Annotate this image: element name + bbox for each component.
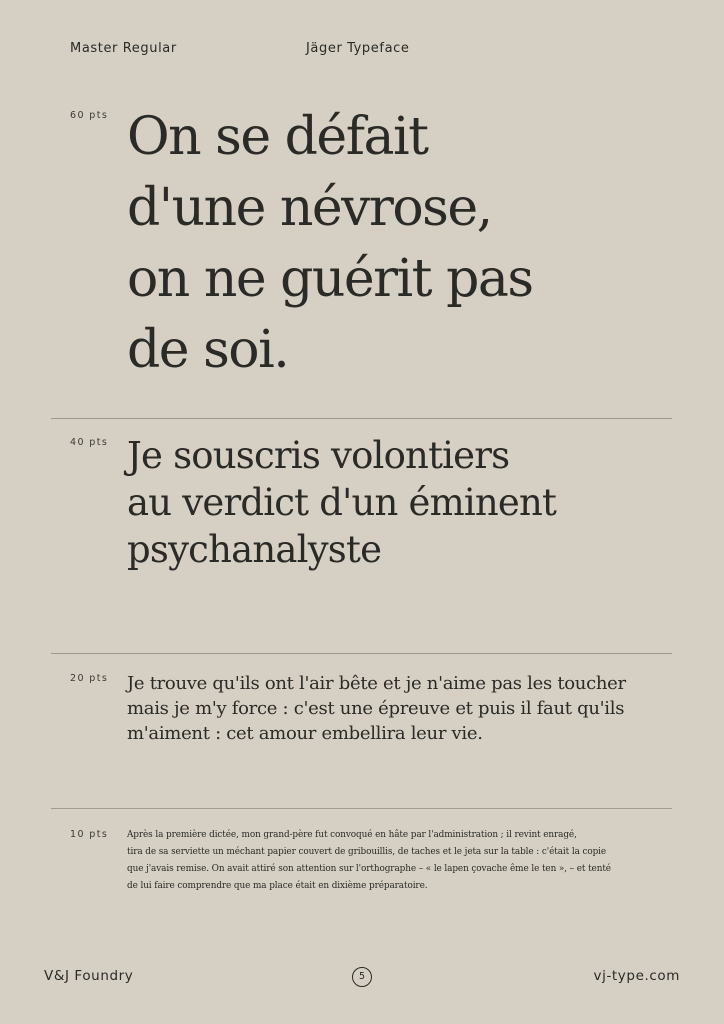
specimen-line: Je souscris volontiers bbox=[127, 434, 510, 477]
section-divider bbox=[51, 418, 672, 419]
section-divider bbox=[51, 808, 672, 809]
size-label-60: 60 pts bbox=[70, 110, 109, 121]
specimen-line: de lui faire comprendre que ma place était en dixième préparatoire. bbox=[127, 881, 428, 891]
specimen-line: au verdict d'un éminent bbox=[127, 481, 557, 524]
foundry-name: V&J Foundry bbox=[44, 968, 134, 984]
website-link[interactable]: vj-type.com bbox=[593, 968, 680, 984]
specimen-line: tira de sa serviette un méchant papier couvert de gribouillis, de taches et le jeta sur la table : c'était la copie bbox=[127, 847, 607, 857]
section-divider bbox=[51, 653, 672, 654]
specimen-60pt bbox=[127, 102, 533, 386]
typeface-style-label: Master Regular bbox=[70, 41, 177, 56]
specimen-40pt bbox=[127, 432, 556, 573]
size-label-10: 10 pts bbox=[70, 829, 109, 840]
specimen-line: d'une névrose, bbox=[127, 178, 492, 238]
specimen-line: m'aiment : cet amour embellira leur vie. bbox=[127, 723, 483, 744]
page-number-badge: 5 bbox=[352, 967, 372, 987]
size-label-40: 40 pts bbox=[70, 437, 109, 448]
specimen-line: mais je m'y force : c'est une épreuve et puis il faut qu'ils bbox=[127, 698, 625, 719]
specimen-20pt bbox=[127, 671, 626, 746]
specimen-line: Je trouve qu'ils ont l'air bête et je n'aime pas les toucher bbox=[127, 673, 626, 694]
size-label-20: 20 pts bbox=[70, 673, 109, 684]
specimen-line: psychanalyste bbox=[127, 528, 382, 571]
specimen-line: que j'avais remise. On avait attiré son attention sur l'orthographe – « le lapen çovache ême le ten », – et tenté bbox=[127, 864, 611, 874]
specimen-line: On se défait bbox=[127, 107, 428, 167]
typeface-name-label: Jäger Typeface bbox=[306, 41, 410, 56]
specimen-10pt bbox=[127, 827, 611, 895]
specimen-line: on ne guérit pas bbox=[127, 249, 533, 309]
specimen-line: Après la première dictée, mon grand-père fut convoqué en hâte par l'administration ; il revint enragé, bbox=[127, 830, 577, 840]
specimen-line: de soi. bbox=[127, 320, 289, 380]
